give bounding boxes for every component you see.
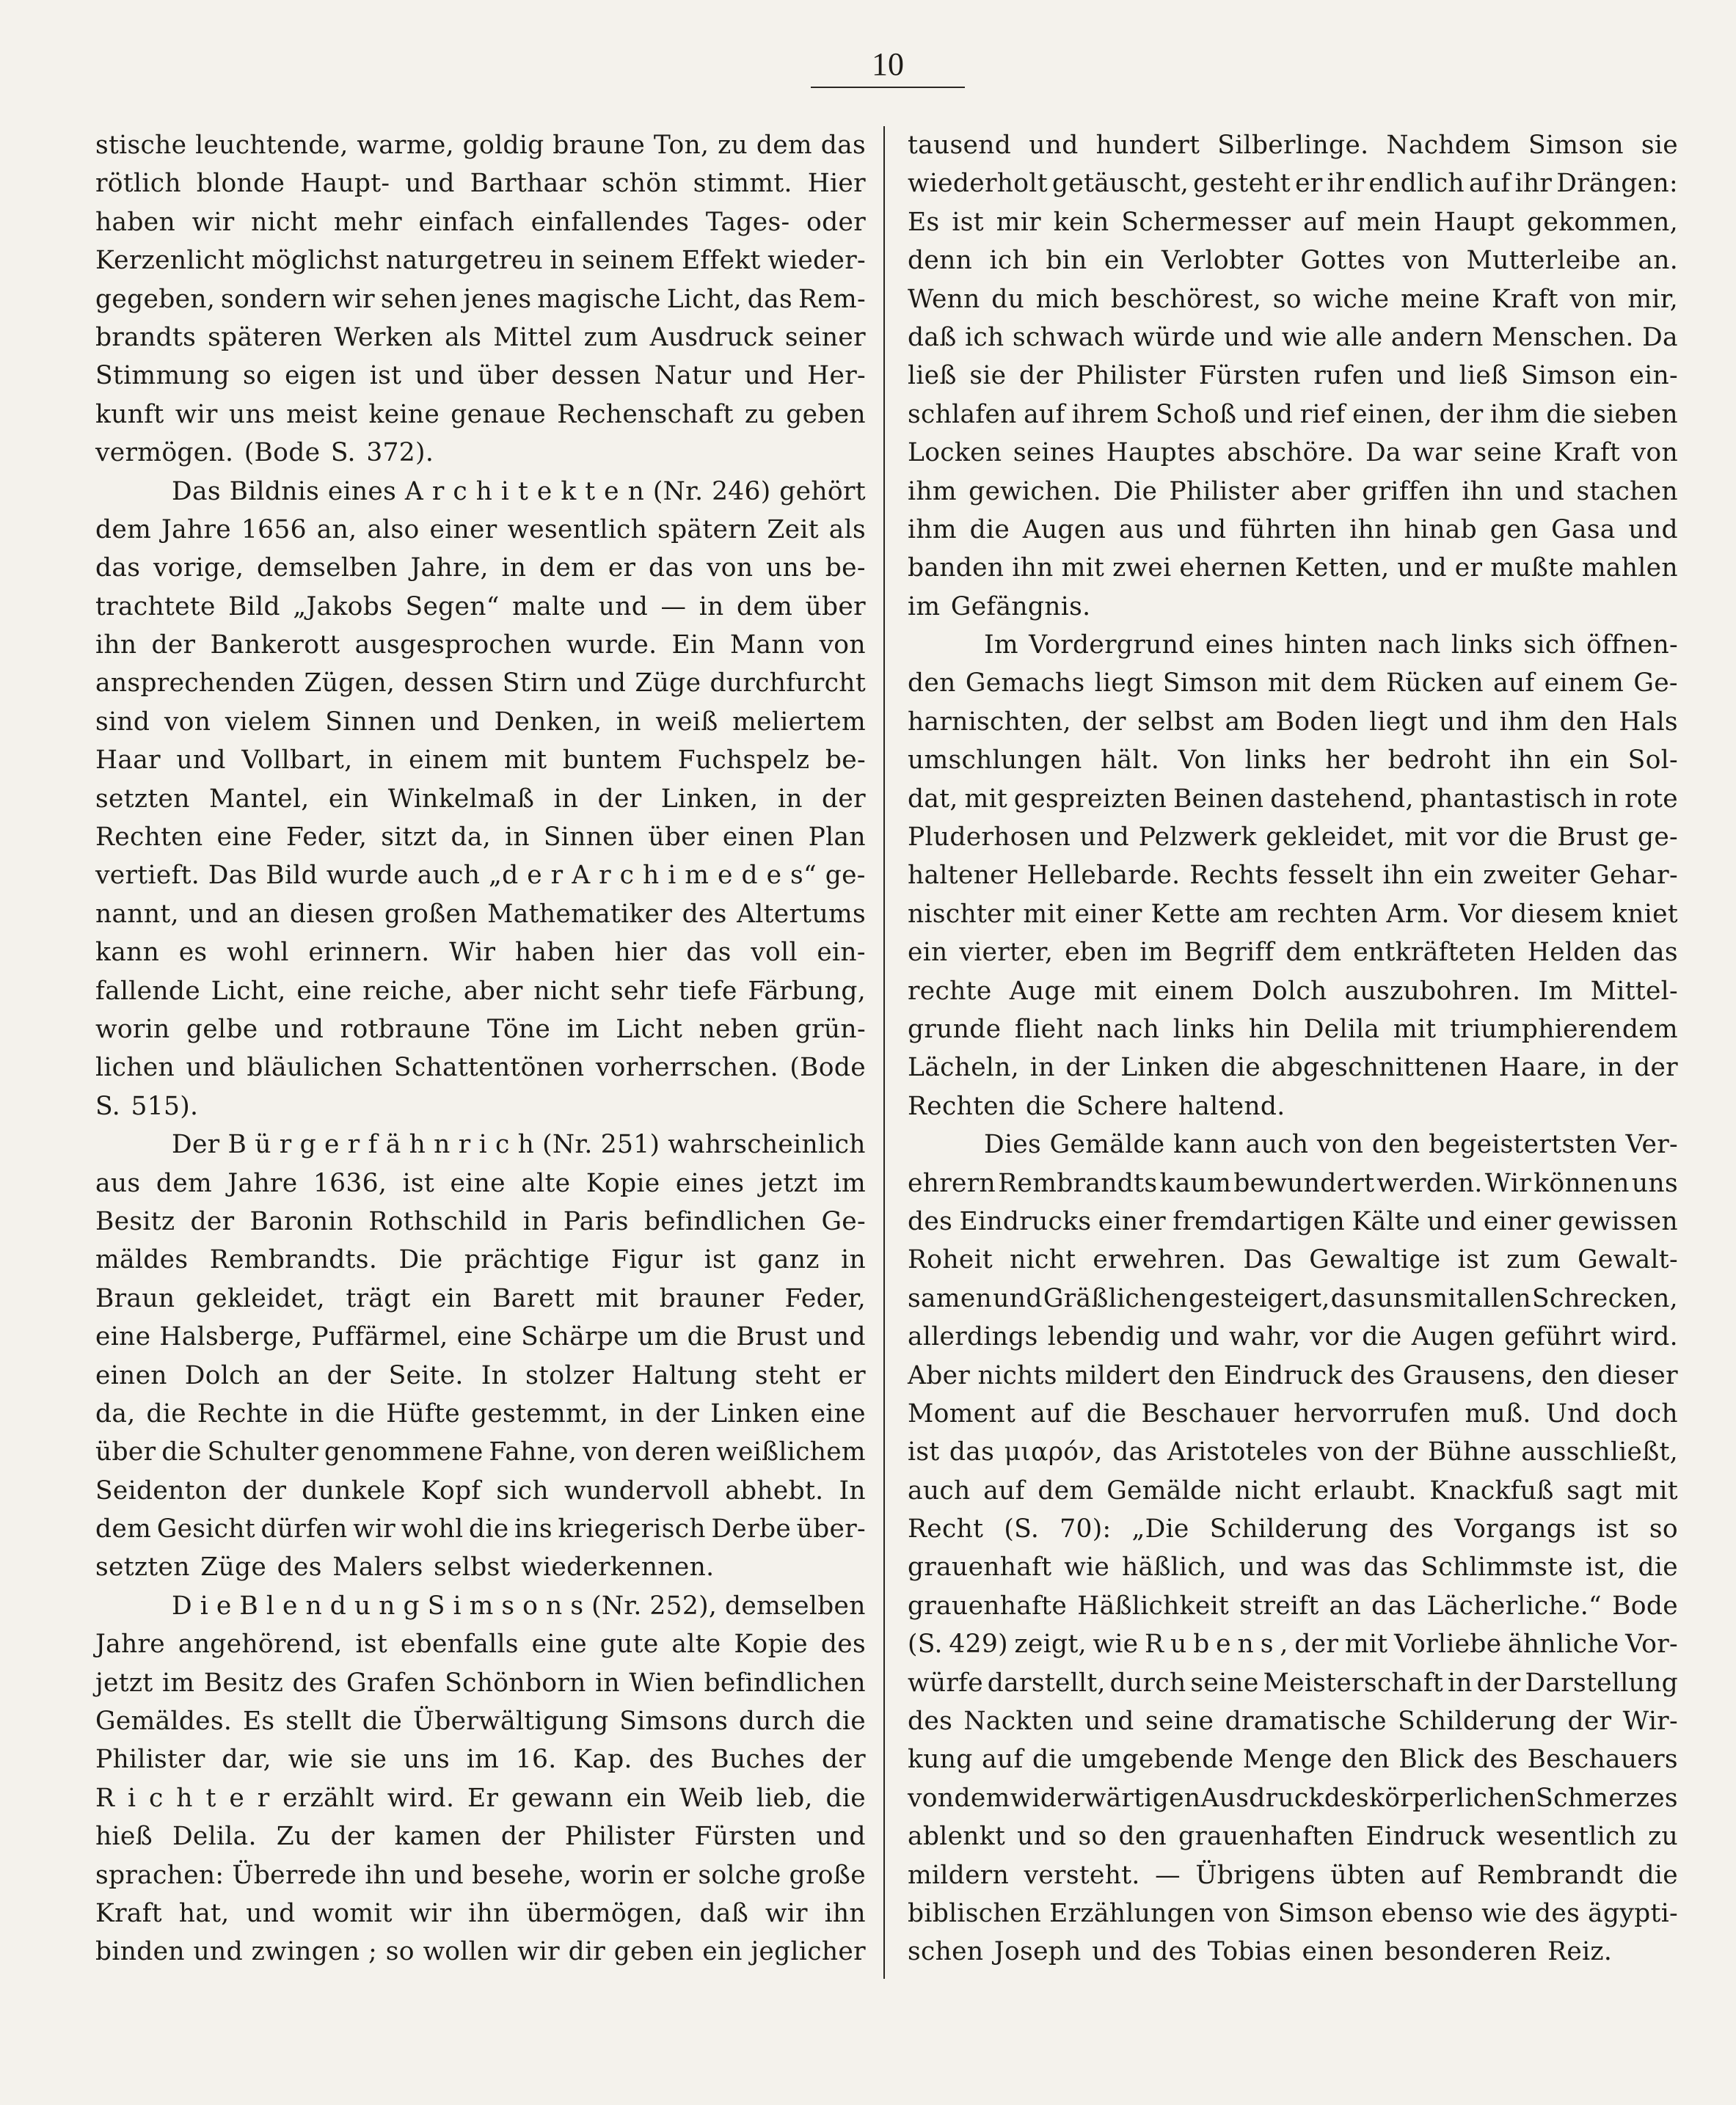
text-line: Stimmung so eigen ist und über dessen Natur und Her-	[95, 361, 866, 391]
text-line: umschlungen hält. Von links her bedroht ihn ein Sol-	[908, 745, 1678, 776]
text-line: aus dem Jahre 1636, ist eine alte Kopie eines jetzt im	[95, 1168, 866, 1198]
text-line: Im Vordergrund eines hinten nach links sich öffnen-	[984, 630, 1678, 660]
text-line: allerdings lebendig und wahr, vor die Augen geführt wird.	[908, 1322, 1678, 1352]
text-line: Besitz der Baronin Rothschild in Paris befindlichen Ge-	[95, 1206, 866, 1236]
text-line: grauenhaft wie häßlich, und was das Schlimmste ist, die	[908, 1553, 1678, 1583]
text-line: Aber nichts mildert den Eindruck des Grausens, den dieser	[908, 1360, 1678, 1390]
text-line: Kerzenlicht möglichst naturgetreu in seinem Effekt wieder-	[95, 246, 866, 276]
text-line: ließ sie der Philister Fürsten rufen und ließ Simson ein-	[908, 361, 1678, 391]
text-line: lichen und bläulichen Schattentönen vorherrschen. (Bode	[95, 1053, 866, 1083]
text-line: hieß Delila. Zu der kamen der Philister Fürsten und	[95, 1822, 866, 1852]
text-line: Kraft hat, und womit wir ihn übermögen, daß wir ihn	[95, 1898, 866, 1928]
text-line: dem Jahre 1656 an, also einer wesentlich spätern Zeit als	[95, 514, 866, 544]
text-line: R i c h t e r erzählt wird. Er gewann ein Weib lieb, die	[95, 1783, 866, 1813]
text-line: kung auf die umgebende Menge den Blick des Beschauers	[908, 1745, 1678, 1775]
text-line: von dem widerwärtigen Ausdruck des körperlichen Schmerzes	[908, 1783, 1678, 1813]
text-line: Rechten die Schere haltend.	[908, 1091, 1285, 1121]
text-line: sind von vielem Sinnen und Denken, in weiß meliertem	[95, 707, 866, 737]
text-line: denn ich bin ein Verlobter Gottes von Mutterleibe an.	[908, 246, 1678, 276]
text-line: Lächeln, in der Linken die abgeschnittenen Haare, in der	[908, 1053, 1678, 1083]
text-line: trachtete Bild „Jakobs Segen“ malte und — in dem über	[95, 591, 866, 621]
text-line: haben wir nicht mehr einfach einfallendes Tages- oder	[95, 207, 866, 237]
text-line: jetzt im Besitz des Grafen Schönborn in Wien befindlichen	[95, 1668, 866, 1698]
text-line: Gemäldes. Es stellt die Überwältigung Simsons durch die	[95, 1707, 866, 1737]
text-line: (S. 429) zeigt, wie R u b e n s , der mit Vorliebe ähnliche Vor-	[908, 1630, 1678, 1660]
text-line: grunde flieht nach links hin Delila mit triumphierendem	[908, 1014, 1678, 1044]
text-line: rechte Auge mit einem Dolch auszubohren. Im Mittel-	[908, 976, 1678, 1006]
text-line: nischter mit einer Kette am rechten Arm. Vor diesem kniet	[908, 899, 1678, 929]
text-line: Das Bildnis eines A r c h i t e k t e n (Nr. 246) gehört	[172, 476, 866, 506]
text-line: Es ist mir kein Schermesser auf mein Haupt gekommen,	[908, 207, 1678, 237]
text-line: ansprechenden Zügen, dessen Stirn und Züge durchfurcht	[95, 668, 866, 698]
text-line: binden und zwingen ; so wollen wir dir geben ein jeglicher	[95, 1937, 866, 1967]
text-line: Pluderhosen und Pelzwerk gekleidet, mit vor die Brust ge-	[908, 822, 1678, 853]
text-line: im Gefängnis.	[908, 591, 1091, 621]
text-line: da, die Rechte in die Hüfte gestemmt, in der Linken eine	[95, 1398, 866, 1429]
text-line: dat, mit gespreizten Beinen dastehend, phantastisch in rote	[908, 784, 1678, 814]
text-line: haltener Hellebarde. Rechts fesselt ihn ein zweiter Gehar-	[908, 861, 1678, 891]
column-divider	[883, 126, 885, 1979]
text-line: stische leuchtende, warme, goldig braune Ton, zu dem das	[95, 131, 866, 160]
text-line: des Eindrucks einer fremdartigen Kälte und einer gewissen	[908, 1206, 1678, 1236]
text-line: tausend und hundert Silberlinge. Nachdem Simson sie	[908, 131, 1678, 160]
text-line: setzten Züge des Malers selbst wiederkennen.	[95, 1553, 715, 1583]
text-line: vermögen. (Bode S. 372).	[95, 438, 434, 468]
text-line: Philister dar, wie sie uns im 16. Kap. des Buches der	[95, 1745, 866, 1775]
text-line: Seidenton der dunkele Kopf sich wundervoll abhebt. In	[95, 1475, 866, 1506]
text-line: harnischten, der selbst am Boden liegt und ihm den Hals	[908, 707, 1678, 737]
text-line: worin gelbe und rotbraune Töne im Licht neben grün-	[95, 1014, 866, 1044]
text-line: S. 515).	[95, 1091, 199, 1121]
text-line: kunft wir uns meist keine genaue Rechenschaft zu geben	[95, 399, 866, 429]
text-line: schlafen auf ihrem Schoß und rief einen, der ihm die sieben	[908, 399, 1678, 429]
text-line: fallende Licht, eine reiche, aber nicht sehr tiefe Färbung,	[95, 976, 866, 1006]
text-line: Recht (S. 70): „Die Schilderung des Vorgangs ist so	[908, 1514, 1678, 1544]
text-line: ehrern Rembrandts kaum bewundert werden. Wir können uns	[908, 1168, 1678, 1198]
text-line: das vorige, demselben Jahre, in dem er das von uns be-	[95, 553, 866, 583]
text-line: Rechten eine Feder, sitzt da, in Sinnen über einen Plan	[95, 822, 866, 853]
text-line: ein vierter, eben im Begriff dem entkräfteten Helden das	[908, 938, 1678, 968]
text-line: nannt, und an diesen großen Mathematiker des Altertums	[95, 899, 866, 929]
text-line: Moment auf die Beschauer hervorrufen muß. Und doch	[908, 1398, 1678, 1429]
text-line: ablenkt und so den grauenhaften Eindruck wesentlich zu	[908, 1822, 1678, 1852]
text-line: Haar und Vollbart, in einem mit buntem Fuchspelz be-	[95, 745, 866, 776]
left-text-column	[95, 126, 866, 1971]
text-line: wiederholt getäuscht, gesteht er ihr endlich auf ihr Drängen:	[908, 169, 1678, 199]
text-line: kann es wohl erinnern. Wir haben hier das voll ein-	[95, 938, 866, 968]
header-rule	[811, 87, 965, 88]
text-line: ihm gewichen. Die Philister aber griffen ihn und stachen	[908, 476, 1678, 506]
text-line: daß ich schwach würde und wie alle andern Menschen. Da	[908, 322, 1678, 352]
text-line: ist das μιαρόν, das Aristoteles von der Bühne ausschließt,	[908, 1437, 1678, 1467]
text-line: mäldes Rembrandts. Die prächtige Figur ist ganz in	[95, 1245, 866, 1275]
text-line: auch auf dem Gemälde nicht erlaubt. Knackfuß sagt mit	[908, 1475, 1678, 1506]
text-line: Der B ü r g e r f ä h n r i c h (Nr. 251) wahrscheinlich	[172, 1130, 866, 1160]
right-text-column	[908, 126, 1678, 1971]
text-line: gegeben, sondern wir sehen jenes magische Licht, das Rem-	[95, 284, 866, 314]
text-line: Jahre angehörend, ist ebenfalls eine gute alte Kopie des	[95, 1630, 866, 1660]
text-line: biblischen Erzählungen von Simson ebenso wie des ägypti-	[908, 1898, 1678, 1928]
text-line: des Nackten und seine dramatische Schilderung der Wir-	[908, 1707, 1678, 1737]
text-line: grauenhafte Häßlichkeit streift an das Lächerliche.“ Bode	[908, 1591, 1678, 1621]
text-line: setzten Mantel, ein Winkelmaß in der Linken, in der	[95, 784, 866, 814]
text-line: eine Halsberge, Puffärmel, eine Schärpe um die Brust und	[95, 1322, 866, 1352]
text-line: samen und Gräßlichen gesteigert, das uns mit allen Schrecken,	[908, 1283, 1678, 1313]
text-line: ihn der Bankerott ausgesprochen wurde. Ein Mann von	[95, 630, 866, 660]
page-number: 10	[872, 46, 904, 82]
text-line: rötlich blonde Haupt- und Barthaar schön stimmt. Hier	[95, 169, 866, 199]
text-line: Braun gekleidet, trägt ein Barett mit brauner Feder,	[95, 1283, 866, 1313]
text-line: vertieft. Das Bild wurde auch „d e r A r c h i m e d e s“ ge-	[95, 861, 866, 891]
text-line: würfe darstellt, durch seine Meisterschaft in der Darstellung	[908, 1668, 1678, 1698]
text-line: schen Joseph und des Tobias einen besonderen Reiz.	[908, 1937, 1613, 1967]
text-line: brandts späteren Werken als Mittel zum Ausdruck seiner	[95, 322, 866, 352]
text-line: sprachen: Überrede ihn und besehe, worin er solche große	[95, 1860, 866, 1890]
text-line: über die Schulter genommene Fahne, von deren weißlichem	[95, 1437, 866, 1467]
text-line: D i e B l e n d u n g S i m s o n s (Nr. 252), demselben	[172, 1591, 866, 1621]
text-line: Roheit nicht erwehren. Das Gewaltige ist zum Gewalt-	[908, 1245, 1678, 1275]
text-line: dem Gesicht dürfen wir wohl die ins kriegerisch Derbe über-	[95, 1514, 866, 1544]
text-line: Locken seines Hauptes abschöre. Da war seine Kraft von	[908, 438, 1678, 468]
text-line: Wenn du mich beschörest, so wiche meine Kraft von mir,	[908, 284, 1678, 314]
text-line: den Gemachs liegt Simson mit dem Rücken auf einem Ge-	[908, 668, 1678, 698]
text-line: mildern versteht. — Übrigens übten auf Rembrandt die	[908, 1860, 1678, 1890]
text-line: Dies Gemälde kann auch von den begeistertsten Ver-	[984, 1130, 1678, 1160]
text-line: einen Dolch an der Seite. In stolzer Haltung steht er	[95, 1360, 866, 1390]
text-line: banden ihn mit zwei ehernen Ketten, und er mußte mahlen	[908, 553, 1678, 583]
text-line: ihm die Augen aus und führten ihn hinab gen Gasa und	[908, 514, 1678, 544]
